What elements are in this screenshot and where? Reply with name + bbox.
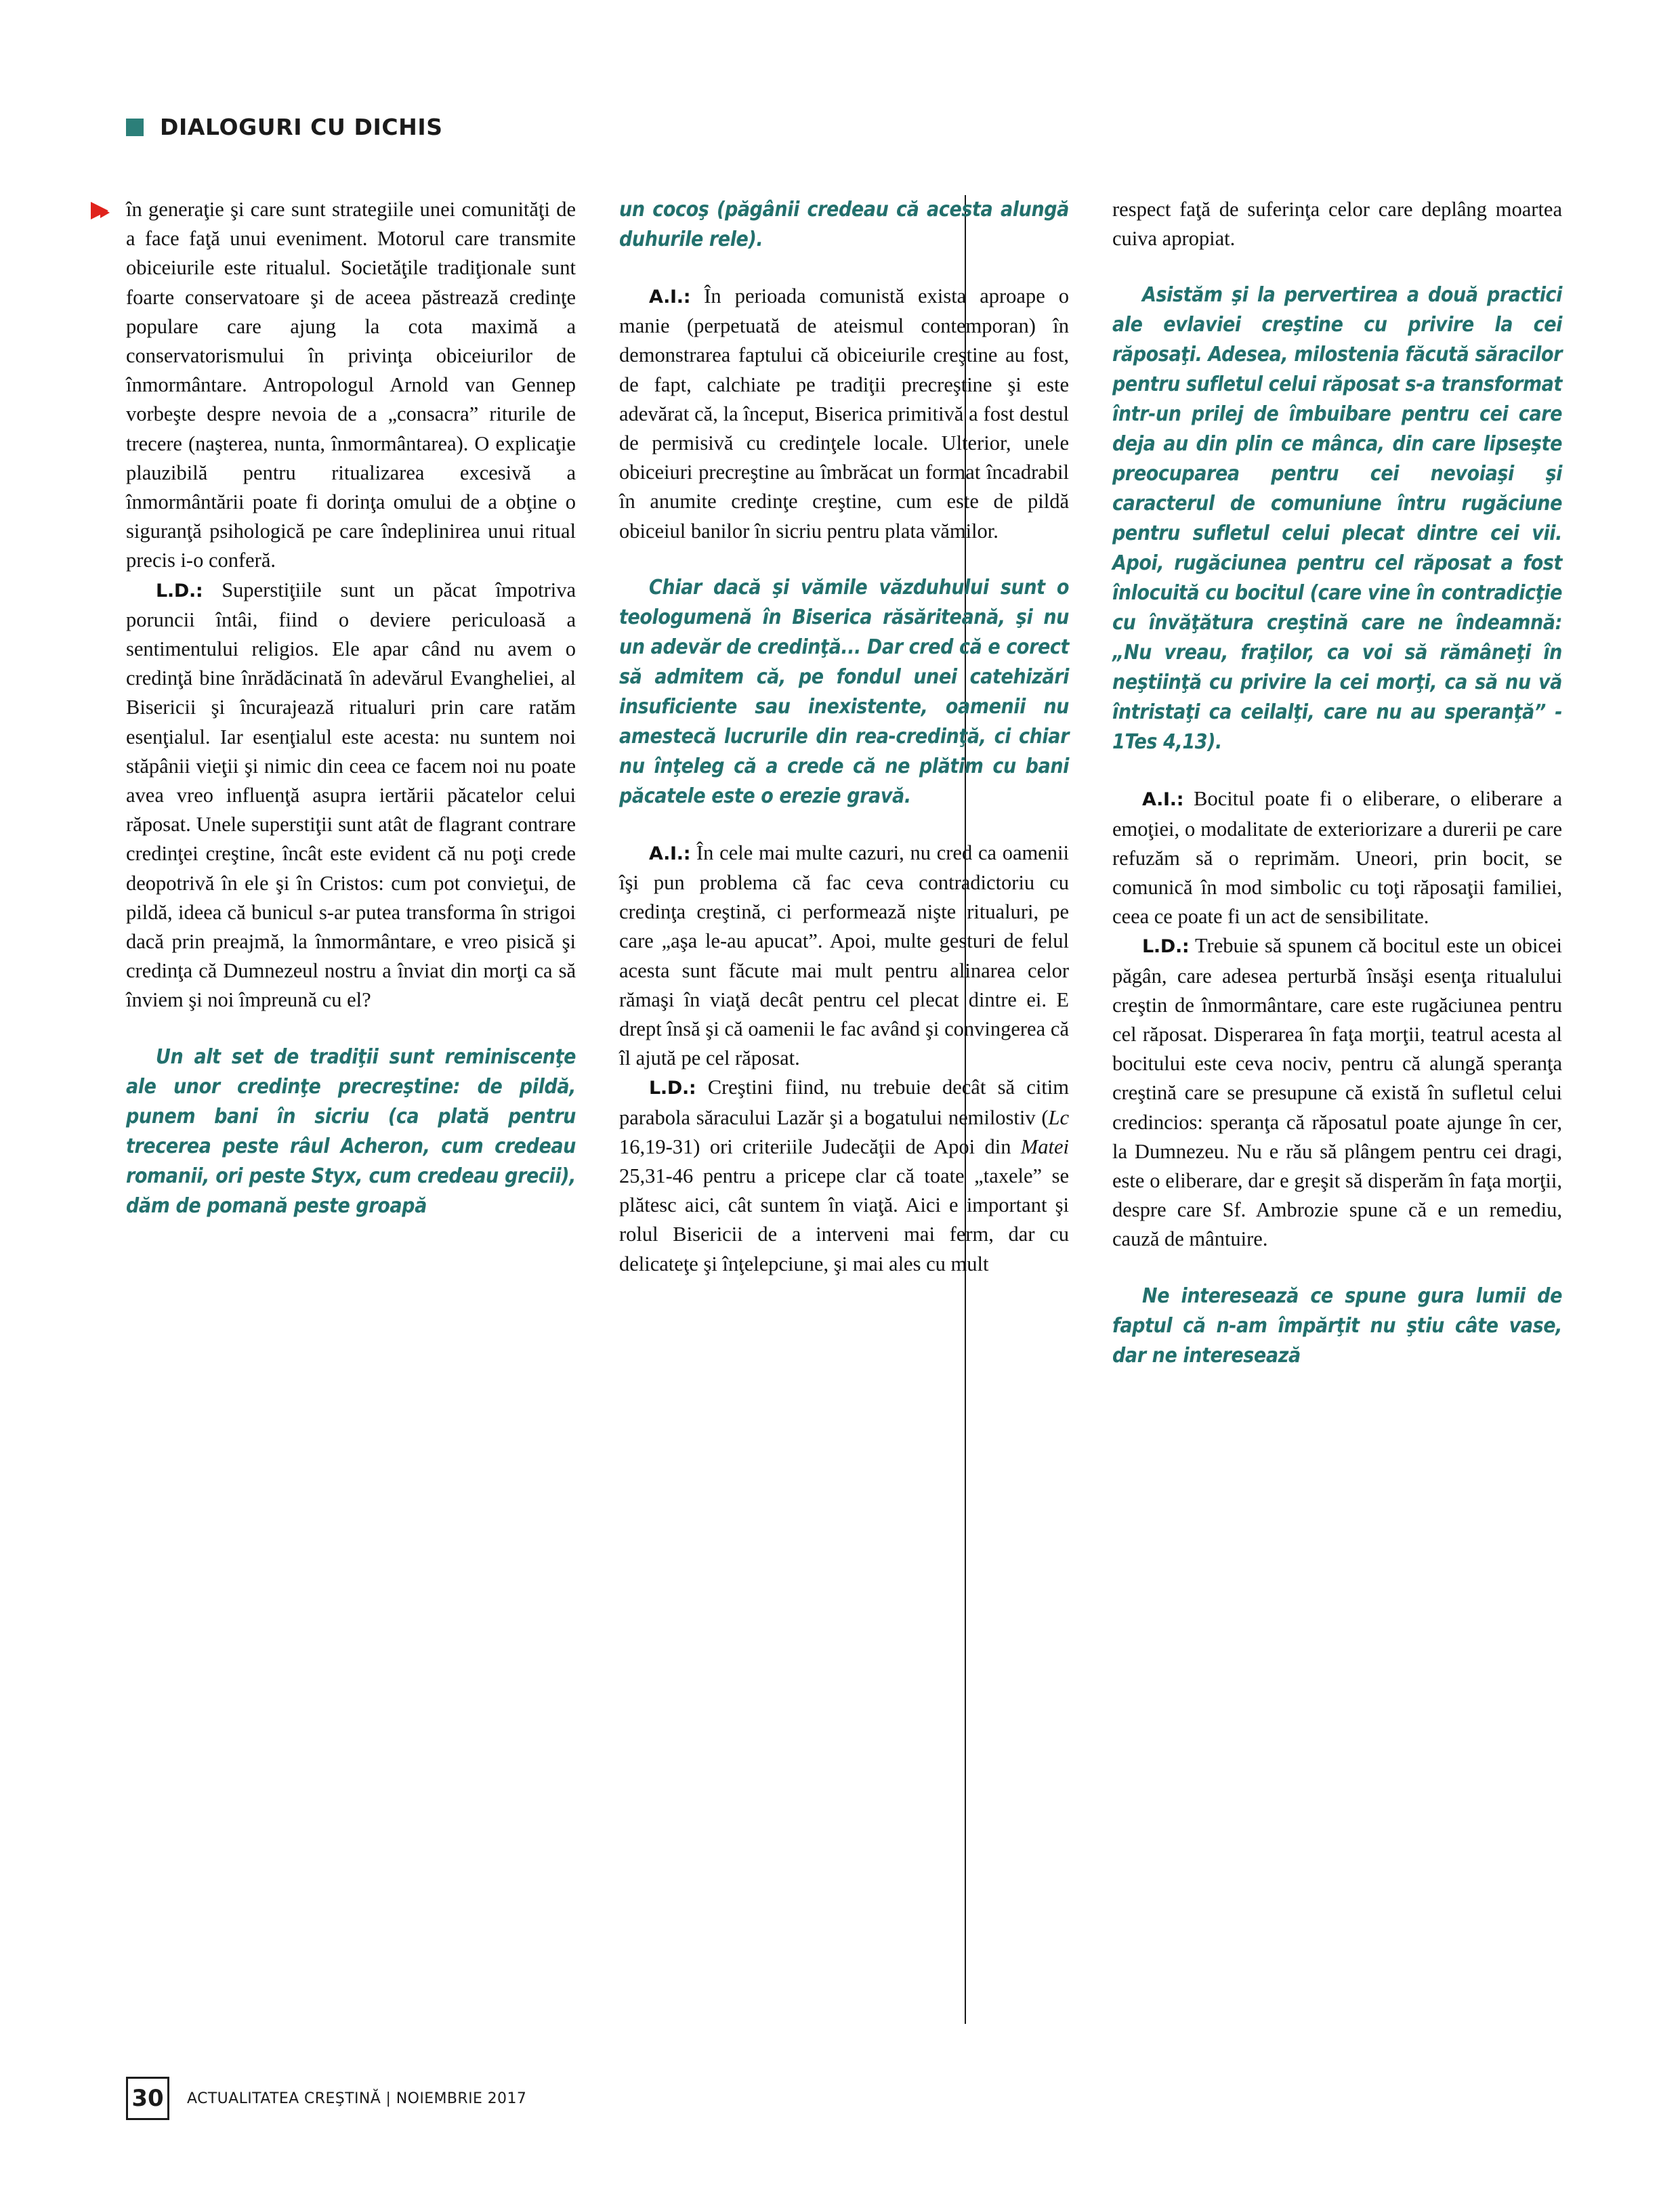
page-footer (126, 2077, 526, 2120)
paragraph-c1-continuation: în generaţie şi care sunt strategiile unei comunităţi de a face faţă unui eveniment. Motorul care transmite obiceiurile este ritualul. Societăţile tradiţionale sunt foarte conservatoare şi de aceea păstrează credinţe populare care ajung la cota maximă a conservatorismului în privinţa obiceiurilor de înmormântare. Antropologul Arnold van Gennep vorbeşte despre nevoia de a „consacra” riturile de trecere (naşterea, nunta, înmormântarea). O explicaţie plauzibilă pentru ritualizarea excesivă a înmormântării poate fi dorinţa omului de a obţine o siguranţă psihologică pe care îndeplinirea unui ritual precis i-o conferă. (126, 198, 576, 572)
speaker-label-ld-3: L.D.: (1142, 936, 1190, 958)
paragraph-c3-ai-text: Bocitul poate fi o eliberare, o eliberare a emoţiei, o modalitate de exteriorizare a durerii pe care refuzăm să o reprimăm. Uneori, prin bocit, se comunică în mod simbolic cu toţi răposaţii familiei, ceea ce poate fi un act de sensibilitate. (1112, 787, 1562, 929)
spacer (126, 1015, 576, 1042)
continuation-arrow-icon (91, 202, 108, 219)
speaker-label-ld: L.D.: (156, 580, 203, 601)
pullquote-c1: Un alt set de tradiţii sunt reminiscenţe ale unor credinţe precreştine: de pildă, punem bani în sicriu (ca plată pentru trecerea peste râul Acheron, cum credeau romanii, ori peste Styx, cum credeau grecii), dăm de pomană peste groapă (126, 1044, 576, 1218)
speaker-label-ld-2: L.D.: (649, 1078, 696, 1099)
column-two (619, 195, 1069, 2051)
paragraph-c3-ld-text: Trebuie să spunem că bocitul este un obicei păgân, care adesea perturbă însăşi esenţa ritualului creştin de înmormântare, care este rugăciunea pentru cel răposat. Disperarea în faţa morţii, teatrul acesta al bocitului este ceva nociv, pentru că alungă speranţa creştină care se presupune că există în sufletul celui credincios: speranţa că răposatul poate ajunge în cer, la Dumnezeu. Nu e rău să plângem pentru cei dragi, este o eliberare, dar e greşit să disperăm în faţa morţii, despre care Sf. Ambrozie spune că e un remediu, cauză de mântuire. (1112, 934, 1562, 1251)
pullquote-c3-top: Asistăm şi la pervertirea a două practici ale evlaviei creştine cu privire la cei răposaţi. Adesea, milostenia făcută săracilor pentru sufletul celui răposat s-a transformat într-un prilej de îmbuibare pentru cei care deja au din plin ce mânca, din care lipseşte preocuparea pentru cei nevoiaşi şi caracterul de comuniune întru rugăciune pentru sufletul celui plecat dintre cei vii. Apoi, rugăciunea pentru cel răposat a fost înlocuită cu bocitul (care vine în contradicţie cu învăţătura creştină care ne îndeamnă: „Nu vreau, fraţilor, ca voi să rămâneţi în neştiinţă cu privire la cei morţi, ca să nu vă întristaţi ca ceilalţi, care nu au speranţă” - 1Tes 4,13). (1112, 283, 1562, 755)
paragraph-c3-ld (1112, 931, 1562, 1254)
paragraph-c2-ld-c: 25,31-46 pentru a pricepe clar că toate „taxele” se plătesc aici, cât suntem în viaţă. Aici e important şi rolul Bisericii de a interveni mai ferm, dar cu delicateţe şi înţelepciune, şi mai ales cu mult (619, 1164, 1069, 1275)
kicker-label: DIALOGURI CU DICHIS (160, 114, 443, 140)
paragraph-c1-ld-text: Superstiţiile sunt un păcat împotriva poruncii întâi, fiind o deviere periculoasă a sentimentului religios. Ele apar când nu avem o credinţă bine înrădăcinată în adevărul Evangheliei, al Bisericii şi încurajează ritualuri prin care ratăm esenţialul. Iar esenţialul este acesta: nu suntem noi stăpânii vieţii şi nimic din ceea ce facem noi nu poate avea vreo influenţă asupra iertării păcatelor celui răposat. Unele superstiţii sunt atât de flagrant contrare credinţei creştine, încât este evident că nu poţi crede deopotrivă în ele şi în Cristos: cum pot convieţui, de pildă, ideea că bunicul s-ar putea transforma în strigoi dacă prin preajmă, la înmormântare, e vreo pisică şi credinţa că Dumnezeul nostru a înviat din morţi ca să înviem şi noi împreună cu el? (126, 578, 576, 1012)
square-bullet-icon (126, 119, 144, 136)
paragraph-c3-continuation: respect faţă de suferinţa celor care deplâng moartea cuiva apropiat. (1112, 198, 1562, 251)
article-columns (126, 195, 1562, 2051)
spacer (1112, 253, 1562, 280)
speaker-label-ai: A.I.: (649, 287, 691, 308)
paragraph-c3-ai (1112, 784, 1562, 931)
scripture-ref-lc: Lc (1048, 1105, 1069, 1129)
speaker-label-ai-3: A.I.: (1142, 789, 1184, 811)
pullquote-c2-mid: Chiar dacă şi vămile văzduhului sunt o teologumenă în Biserica răsăriteană, şi nu un adevăr de credinţă... Dar cred că e corect să admitem că, pe fondul unei catehizări insuficiente sau inexistente, oamenii nu amestecă lucrurile din rea-credinţă, ci chiar nu înţeleg că a crede că ne plătim cu bani păcatele este o erezie gravă. (619, 575, 1069, 808)
publication-info: ACTUALITATEA CREŞTINĂ | NOIEMBRIE 2017 (187, 2090, 527, 2107)
spacer (619, 811, 1069, 839)
pullquote-c3-bottom: Ne interesează ce spune gura lumii de faptul că n-am împărţit nu ştiu câte vase, dar ne interesează (1112, 1284, 1562, 1368)
paragraph-c2-ai-1 (619, 282, 1069, 546)
speaker-label-ai-2: A.I.: (649, 843, 691, 864)
paragraph-c2-ld (619, 1073, 1069, 1278)
page-number: 30 (126, 2077, 169, 2120)
paragraph-c2-ai-2-text: În cele mai multe cazuri, nu cred ca oamenii îşi pun problema că fac ceva contradictoriu cu credinţa creştină, ci performează nişte ritualuri, pe care „aşa le-au apucat”. Apoi, multe gesturi de felul acesta sunt făcute mai mult pentru alinarea celor rămaşi în viaţă decât pentru cel plecat dintre ei. E drept însă şi că oamenii le fac având şi convingerea că îl ajută pe cel răposat. (619, 841, 1069, 1070)
section-kicker (126, 114, 443, 140)
spacer (619, 255, 1069, 282)
column-one (126, 195, 576, 2051)
pullquote-c2-top: un cocoş (păgânii credeau că acesta alungă duhurile rele). (619, 198, 1069, 251)
spacer (619, 546, 1069, 573)
paragraph-c2-ai-1-text: În perioada comunistă exista aproape o manie (perpetuată de ateismul contemporan) în demonstrarea faptului că obiceiurile creştine au fost, de fapt, calchiate pe tradiţii precreştine şi este adevărat că, la început, Biserica primitivă a fost destul de permisivă cu credinţele locale. Ulterior, unele obiceiuri precreştine au îmbrăcat un format încadrabil în anumite credinţe creştine, cum este de pildă obiceiul banilor în sicriu pentru plata vămilor. (619, 284, 1069, 543)
spacer (1112, 757, 1562, 784)
paragraph-c2-ld-a: Creştini fiind, nu trebuie decât să citim parabola săracului Lazăr şi a bogatului nemilostiv ( (619, 1076, 1069, 1129)
paragraph-c2-ld-b: 16,19-31) ori criteriile Judecăţii de Apoi din (619, 1135, 1021, 1158)
paragraph-c1-ld (126, 576, 576, 1015)
spacer (1112, 1254, 1562, 1282)
paragraph-c2-ai-2 (619, 839, 1069, 1074)
column-three (1112, 195, 1562, 2051)
scripture-ref-matei: Matei (1020, 1135, 1069, 1158)
